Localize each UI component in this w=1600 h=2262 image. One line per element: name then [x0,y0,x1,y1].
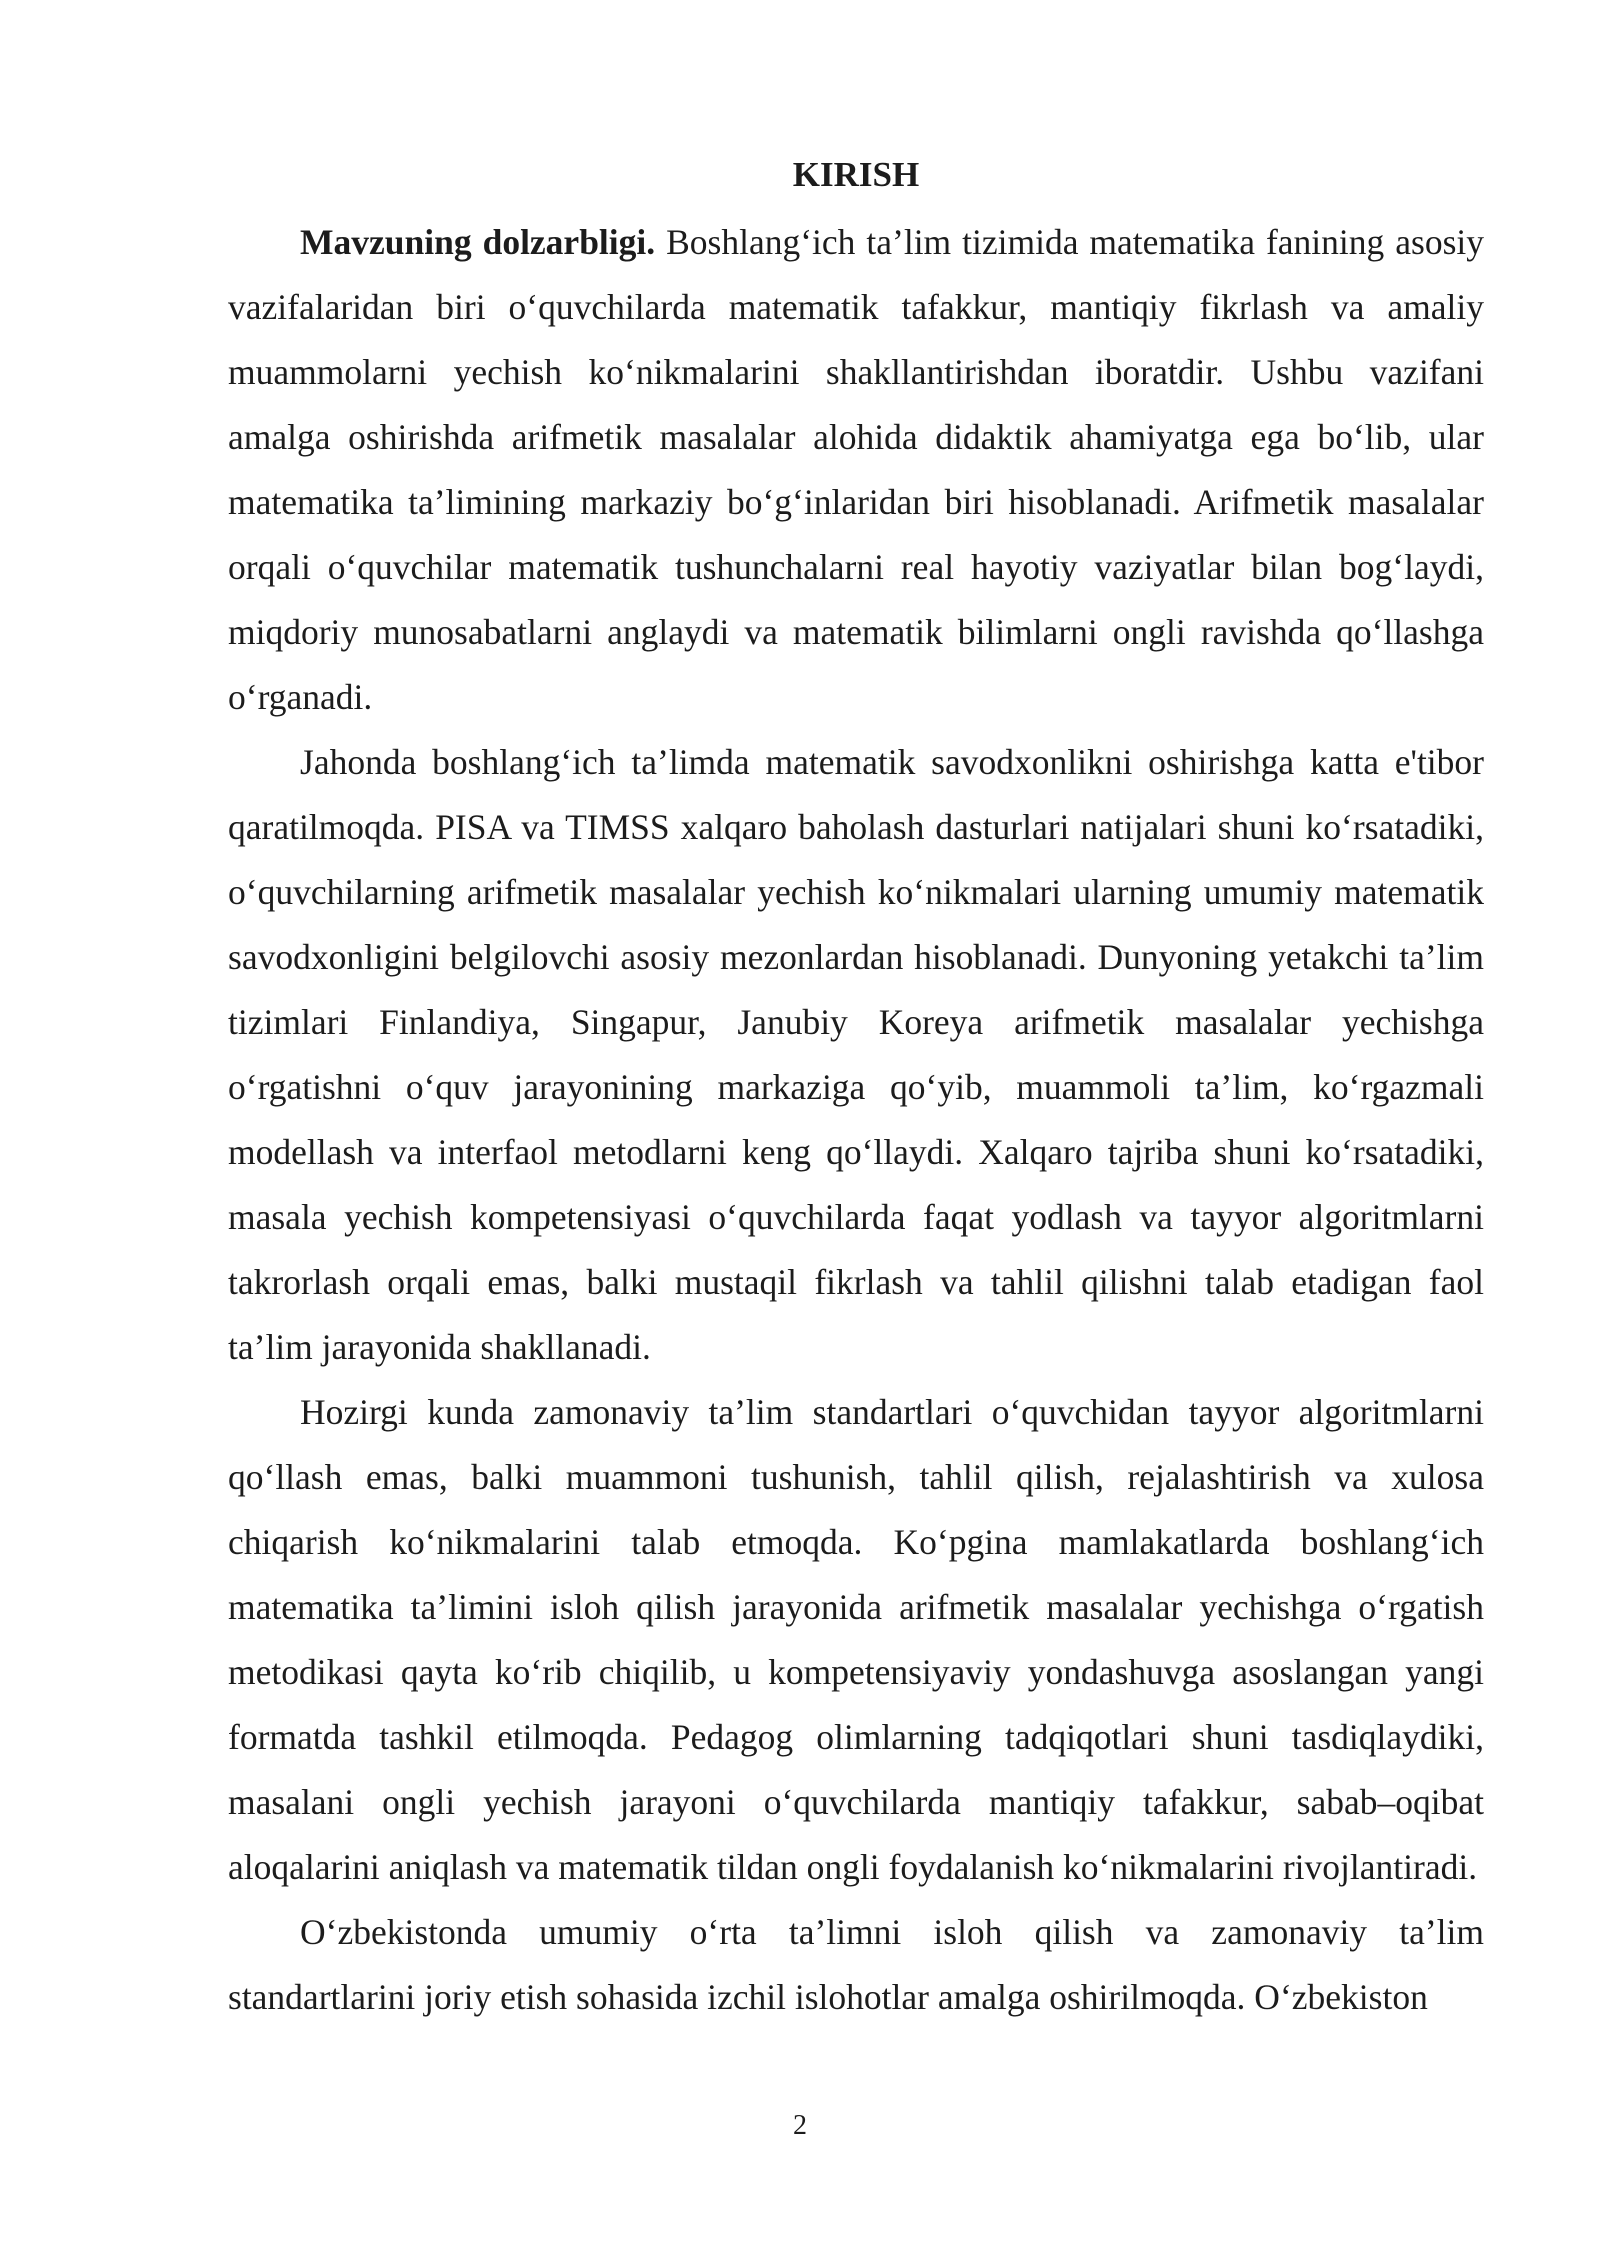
paragraph-text: Jahonda boshlang‘ich ta’limda matematik savodxonlikni oshirishga katta e'tibor qaratilmoqda. PISA va TIMSS xalqaro baholash dasturlari natijalari shuni ko‘rsatadiki, o‘quvchilarning arifmetik masalalar yechish ko‘nikmalari ularning umumiy matematik savodxonligini belgilovchi asosiy mezonlardan hisoblanadi. Dunyoning yetakchi ta’lim tizimlari Finlandiya, Singapur, Janubiy Koreya arifmetik masalalar yechishga o‘rgatishni o‘quv jarayonining markaziga qo‘yib, muammoli ta’lim, ko‘rgazmali modellash va interfaol metodlarni keng qo‘llaydi. Xalqaro tajriba shuni ko‘rsatadiki, masala yechish kompetensiyasi o‘quvchilarda faqat yodlash va tayyor algoritmlarni takrorlash orqali emas, balki mustaqil fikrlash va tahlil qilishni talab etadigan faol ta’lim jarayonida shakllanadi. [228,742,1484,1367]
paragraph-world-practice [228,730,1484,1380]
page-number: 2 [793,2110,807,2141]
paragraph-relevance [228,210,1484,730]
page-body [228,148,1484,2030]
paragraph-text: Hozirgi kunda zamonaviy ta’lim standartlari o‘quvchidan tayyor algoritmlarni qo‘llash emas, balki muammoni tushunish, tahlil qilish, rejalashtirish va xulosa chiqarish ko‘nikmalarini talab etmoqda. Ko‘pgina mamlakatlarda boshlang‘ich matematika ta’limini isloh qilish jarayonida arifmetik masalalar yechishga o‘rgatish metodikasi qayta ko‘rib chiqilib, u kompetensiyaviy yondashuvga asoslangan yangi formatda tashkil etilmoqda. Pedagog olimlarning tadqiqotlari shuni tasdiqlaydiki, masalani ongli yechish jarayoni o‘quvchilarda mantiqiy tafakkur, sabab–oqibat aloqalarini aniqlash va matematik tildan ongli foydalanish ko‘nikmalarini rivojlantiradi. [228,1392,1484,1887]
paragraph-uzbekistan [228,1900,1484,2030]
section-heading: KIRISH [792,155,920,194]
paragraph-text: O‘zbekistonda umumiy o‘rta ta’limni isloh qilish va zamonaviy ta’lim standartlarini joriy etish sohasida izchil islohotlar amalga oshirilmoqda. O‘zbekiston [228,1912,1484,2017]
paragraph-modern-standards [228,1380,1484,1900]
paragraph-lead: Mavzuning dolzarbligi. [300,222,656,262]
paragraph-text: Boshlang‘ich ta’lim tizimida matematika fanining asosiy vazifalaridan biri o‘quvchilarda matematik tafakkur, mantiqiy fikrlash va amaliy muammolarni yechish ko‘nikmalarini shakllantirishdan iboratdir. Ushbu vazifani amalga oshirishda arifmetik masalalar alohida didaktik ahamiyatga ega bo‘lib, ular matematika ta’limining markaziy bo‘g‘inlaridan biri hisoblanadi. Arifmetik masalalar orqali o‘quvchilar matematik tushunchalarni real hayotiy vaziyatlar bilan bog‘laydi, miqdoriy munosabatlarni anglaydi va matematik bilimlarni ongli ravishda qo‘llashga o‘rganadi. [228,222,1485,717]
